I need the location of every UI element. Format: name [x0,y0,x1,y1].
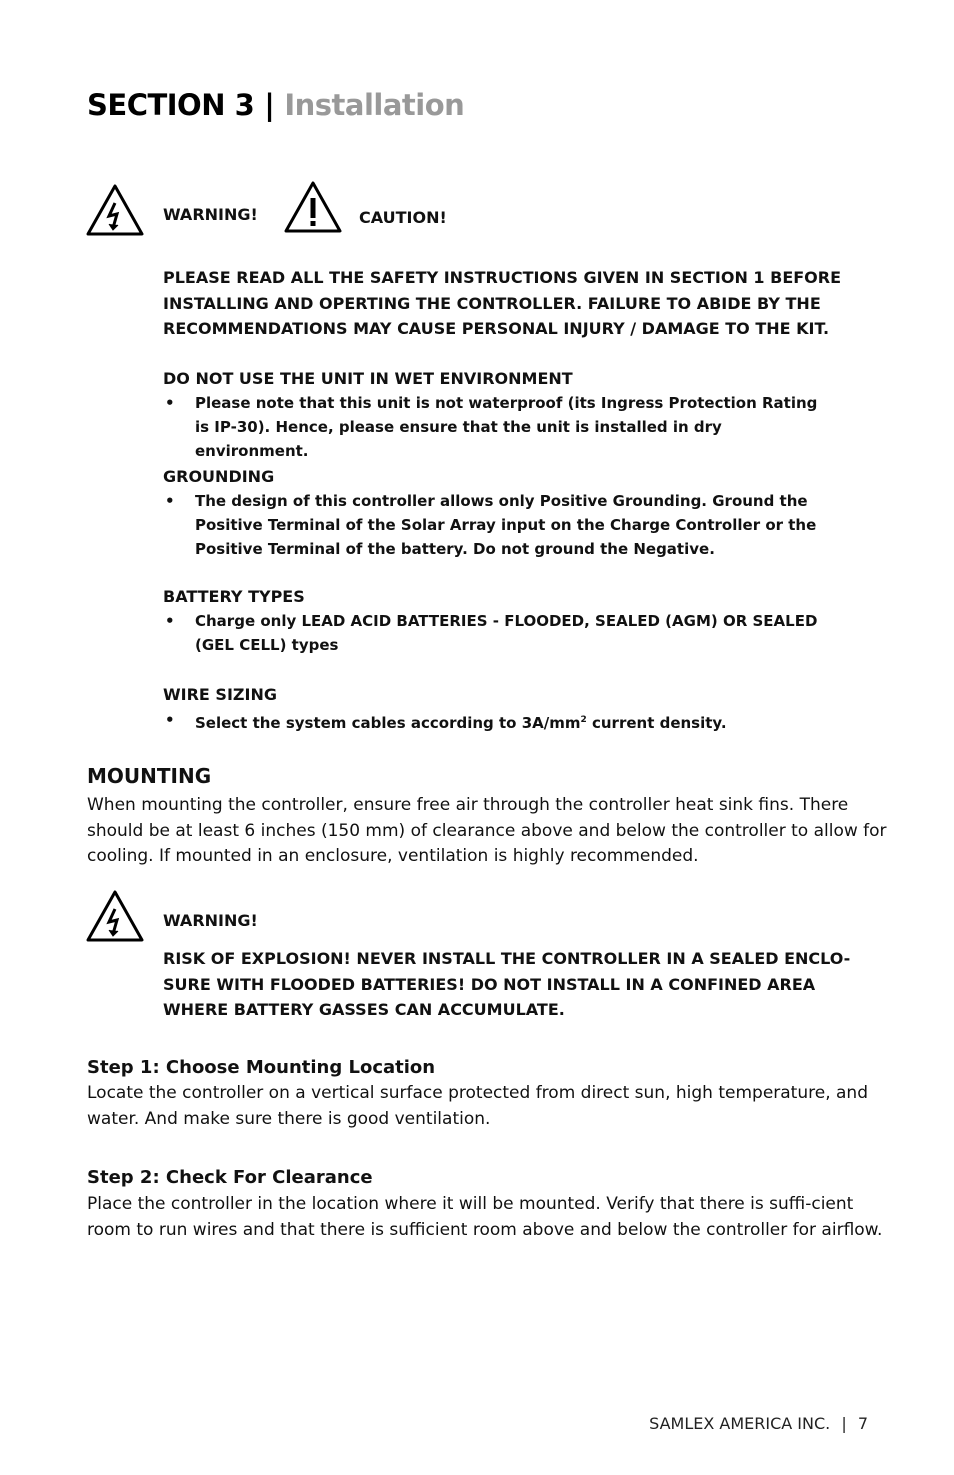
superscript: 2 [580,715,587,725]
footer-company: SAMLEX AMERICA INC. [649,1414,831,1433]
list-item: • The design of this controller allows only Positive Grounding. Ground the Positive Terminal of the Solar Array input on the Charge Controller or the Positive Terminal of the battery. Do not ground the Negative. [163,489,828,561]
step2-text: Place the controller in the location where it will be mounted. Verify that there is suffi-cient room to run wires and that there is sufficient room above and below the controller for airflow. [87,1194,883,1240]
wire-sizing-list [163,708,828,735]
electric-shock-warning-icon [85,183,145,237]
page-title [87,88,464,122]
step2-heading: Step 2: Check For Clearance [87,1167,373,1188]
step1-text: Locate the controller on a vertical surface protected from direct sun, high temperature, and water. And make sure there is good ventilation. [87,1083,868,1129]
page-number: 7 [857,1414,868,1433]
step1-heading: Step 1: Choose Mounting Location [87,1057,436,1078]
wet-environment-list [163,391,828,463]
grounding-list [163,489,828,561]
exclamation-caution-icon [283,180,343,234]
caution-label: CAUTION! [359,208,447,227]
section-subtitle: Installation [284,88,465,122]
wire-text: Select the system cables according to 3A/mm [195,714,581,732]
wire-text-end: current density. [586,714,727,732]
footer-separator: | [841,1414,847,1433]
warning-label: WARNING! [163,205,258,224]
battery-types-heading: BATTERY TYPES [163,587,305,606]
wire-sizing-heading: WIRE SIZING [163,685,277,704]
mounting-text: When mounting the controller, ensure free air through the controller heat sink fins. There should be at least 6 inches (150 mm) of clearance above and below the controller to allow for cooling. If mounted in an enclosure, ventilation is highly recommended. [87,795,887,866]
explosion-warning-text: RISK OF EXPLOSION! NEVER INSTALL THE CONTROLLER IN A SEALED ENCLO-SURE WITH FLOODED BATTERIES! DO NOT INSTALL IN A CONFINED AREA WHERE BATTERY GASSES CAN ACCUMULATE. [163,949,851,1019]
grounding-heading: GROUNDING [163,467,275,486]
safety-notice: PLEASE READ ALL THE SAFETY INSTRUCTIONS GIVEN IN SECTION 1 BEFORE INSTALLING AND OPERTING THE CONTROLLER. FAILURE TO ABIDE BY THE RECOMMENDATIONS MAY CAUSE PERSONAL INJURY / DAMAGE TO THE KIT. [163,268,842,338]
list-item: • Please note that this unit is not waterproof (its Ingress Protection Rating is IP-30). Hence, please ensure that the unit is installed in dry environment. [163,391,828,463]
warning-label: WARNING! [163,911,258,930]
section-number: SECTION 3 [87,88,255,122]
battery-types-list [163,609,828,657]
mounting-heading: MOUNTING [87,764,212,788]
wet-environment-heading: DO NOT USE THE UNIT IN WET ENVIRONMENT [163,369,573,388]
list-item: • Charge only LEAD ACID BATTERIES - FLOODED, SEALED (AGM) OR SEALED (GEL CELL) types [163,609,828,657]
list-item [163,708,828,735]
electric-shock-warning-icon [85,889,145,943]
footer [649,1414,868,1433]
title-separator: | [264,88,275,122]
